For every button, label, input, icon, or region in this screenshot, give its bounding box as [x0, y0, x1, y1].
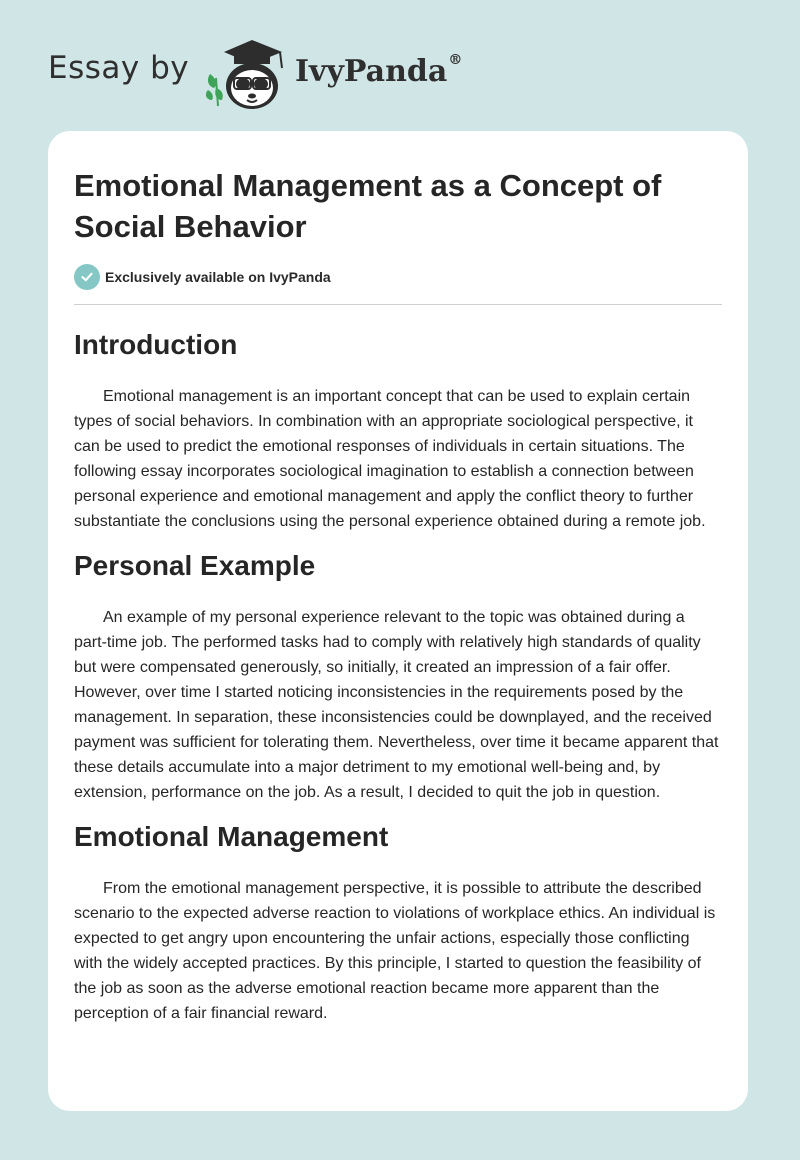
- site-header: [48, 28, 548, 118]
- exclusive-badge-text: Exclusively available on IvyPanda: [105, 269, 331, 285]
- check-circle-icon: [74, 264, 100, 290]
- ivypanda-brand-name[interactable]: IvyPanda®: [295, 52, 463, 89]
- essay-card: [48, 131, 748, 1111]
- section-paragraph-personal-example: An example of my personal experience relevant to the topic was obtained during a part-time job. The performed tasks had to comply with relatively high standards of quality but were compensated generously, so initially, it created an impression of a fair offer. However, over time I started noticing inconsistencies in the requirements posed by the management. In separation, these inconsistencies could be downplayed, and the received payment was sufficient for tolerating them. Nevertheless, over time it became apparent that these details accumulate into a major detriment to my emotional well-being and, by extension, performance on the job. As a result, I decided to quit the job in question.: [74, 609, 719, 801]
- section-paragraph-introduction: Emotional management is an important concept that can be used to explain certain types of social behaviors. In combination with an appropriate sociological perspective, it can be used to predict the emotional responses of individuals in certain situations. The following essay incorporates sociological imagination to establish a connection between personal experience and emotional management and apply the conflict theory to further substantiate the conclusions using the personal experience obtained during a remote job.: [74, 388, 706, 530]
- section-paragraph-emotional-management: From the emotional management perspective, it is possible to attribute the described scenario to the expected adverse reaction to violations of workplace ethics. An individual is expected to get angry upon encountering the unfair actions, especially those conflicting with the widely accepted practices. By this principle, I started to question the feasibility of the job as soon as the adverse emotional reaction became more apparent than the perception of a fair financial reward.: [74, 880, 716, 1022]
- section-heading-personal-example: Personal Example: [74, 550, 316, 581]
- essay-by-label: Essay by: [48, 50, 190, 86]
- ivypanda-logo-icon[interactable]: [204, 34, 294, 114]
- section-heading-emotional-management: Emotional Management: [74, 821, 389, 852]
- exclusive-badge: [74, 264, 722, 290]
- essay-title: Emotional Management as a Concept of Social Behavior: [74, 168, 662, 244]
- section-heading-introduction: Introduction: [74, 329, 238, 360]
- title-divider: [74, 304, 722, 305]
- registered-mark: ®: [448, 52, 463, 68]
